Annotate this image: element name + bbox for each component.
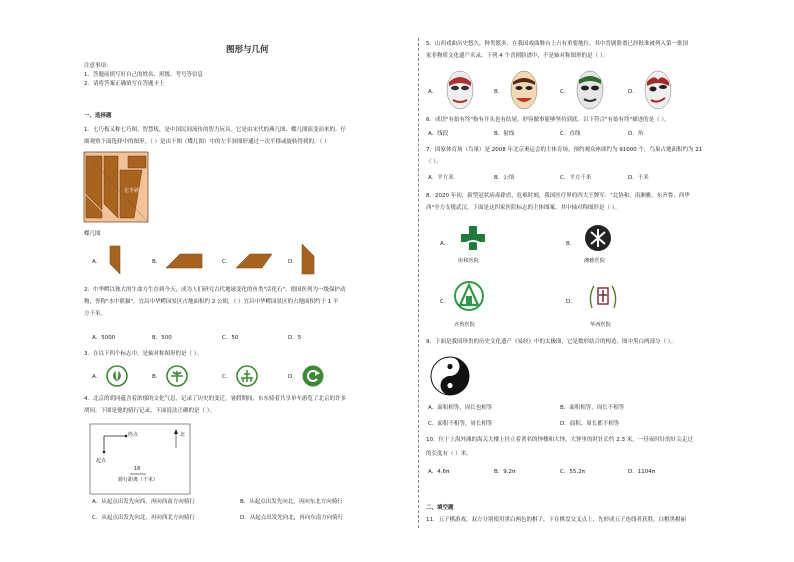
union-hospital-logo-icon	[458, 224, 488, 252]
option-a[interactable]: A．面积相等，周长也相等	[428, 405, 493, 411]
option-b[interactable]: B．9.2π	[494, 469, 516, 475]
note-item: 1．答题前填写好自己的姓名、班级、考号等信息	[84, 72, 204, 78]
question-text: 的长度有（ ）米。	[426, 451, 472, 457]
option-d[interactable]: D．从起点出发先向北，再向东南方向骑行	[240, 515, 344, 521]
green-food-logo-icon	[166, 365, 188, 387]
option-a[interactable]: A．线段	[428, 131, 449, 137]
option-a[interactable]: A．从起点出发先向西，再向西南方向骑行	[92, 499, 195, 505]
option-d[interactable]: D．1104π	[628, 469, 656, 475]
forest-logo-icon	[236, 365, 258, 387]
logo-caption: 齐鲁医院	[454, 322, 475, 328]
option-a[interactable]: A．4.6π	[428, 469, 450, 475]
option-d[interactable]: D．	[288, 374, 298, 380]
question-text: 5．山西戏曲历史悠久，种类繁多，在我国戏曲舞台上占有重要地位。其中晋剧脸谱已经批准被列入第一批国	[426, 41, 689, 47]
question-text: 1．七巧板又称七巧图、智慧板，是中国民间流传的智力玩具。它是由宋代的燕几图、蝶几图演变而来的。仔	[84, 127, 347, 133]
question-text: 西"全力支援武汉。下面是这四家医院标志的主体图案，其中轴对称图形是（ ）。	[426, 205, 621, 211]
logo-caption: 协和医院	[458, 258, 479, 264]
option-c[interactable]: C．面积不相等，周长相等	[428, 421, 493, 427]
opera-mask-d-icon	[644, 70, 672, 110]
question-text: 4．北京的胡同蕴含着浓郁的文化气息，记录了历史的变迁。暑假期间，东东骑着共享单车游览了北京的许多	[84, 396, 347, 402]
question-text: 11．五子棋游戏，双方分别使用黑白两色的棋子，下在棋盘交叉点上，先形成五子连线者获胜。白棋黑棋丽	[426, 517, 687, 523]
question-text: 8．2020 年初，新型冠状病毒肆虐，危难时刻，我国医疗界的四大王牌军："北协和、南湘雅、东齐鲁、西华	[426, 193, 690, 199]
option-c[interactable]: C．从起点出发先向北，再向西北方向骑行	[92, 515, 195, 521]
map-end-label: 终点	[128, 432, 139, 438]
option-a[interactable]: A．	[428, 89, 438, 95]
qilu-hospital-logo-icon	[454, 280, 484, 314]
question-text: 9．下面是我国珍贵的历史文化遗产《易经》中的太极图，它是数形结合的构造。图中黑白两部分（ ）。	[426, 339, 677, 345]
option-d[interactable]: D．角	[628, 131, 644, 137]
option-c[interactable]: C．55.2π	[560, 469, 585, 475]
option-c[interactable]: C．	[440, 299, 450, 305]
map-start-label: 起点	[96, 458, 107, 464]
option-c[interactable]: C．	[222, 259, 232, 265]
note-item: 2．请将答案正确填写在答题卡上	[84, 81, 165, 87]
tangram-piece-a	[110, 246, 122, 274]
opera-mask-c-icon	[576, 70, 604, 110]
recycle-logo-icon	[106, 365, 128, 387]
map-north-label: 北	[180, 432, 186, 438]
option-c[interactable]: C．直线	[560, 131, 581, 137]
option-b[interactable]: B．公顷	[494, 175, 515, 181]
option-c[interactable]: C．50	[222, 335, 239, 341]
page-title: 图形与几何	[226, 45, 269, 55]
question-text: 胡同。下图是他的骑行记录，下面说法正确的是（ ）。	[84, 408, 216, 414]
option-c[interactable]: C．平方千米	[560, 175, 592, 181]
question-text: 2．中华鳄以独大的生命力生存到今天，成为人们研究古代地球变化的鱼类"活化石"。德国医列为一级保护动	[84, 287, 346, 293]
column-divider	[418, 38, 419, 528]
tangram-piece-b	[166, 254, 202, 268]
question-text: （ ）。	[426, 159, 442, 165]
map-distance-value: 16	[134, 466, 141, 472]
option-b[interactable]: B．从起点出发先向北，再向东北方向骑行	[240, 499, 343, 505]
map-caption: 骑行距离（千米）	[118, 477, 159, 483]
notes-header: 注意事项：	[84, 63, 112, 69]
option-c[interactable]: C．	[560, 89, 570, 95]
question-text: 6．成语"有始有终"指有开头也有结尾，形容做事能够坚持到底。以下符合"有始有终"描述的是（ ）。	[426, 117, 670, 123]
option-b[interactable]: B．	[494, 89, 504, 95]
option-a[interactable]: A．	[440, 241, 450, 247]
option-b[interactable]: B．	[566, 241, 576, 247]
logo-caption: 华西医院	[590, 322, 611, 328]
section-title: 一、选择题	[84, 113, 112, 119]
option-a[interactable]: A．	[92, 374, 102, 380]
question-text: 方千米。	[84, 311, 107, 317]
opera-mask-a-icon	[446, 70, 474, 110]
question-text: 细观察下面选择中的图形，（ ）是由下图（蝶几图）中的左半斜图形通过一次平移或旋转得到的。（ ）	[84, 139, 330, 145]
tangram-piece-c	[236, 254, 272, 268]
option-a[interactable]: A．平方米	[428, 175, 454, 181]
figure-label: 左半斜	[124, 188, 140, 194]
option-d[interactable]: D．5	[288, 335, 302, 341]
option-b[interactable]: B．	[152, 259, 162, 265]
option-a[interactable]: A．	[92, 259, 102, 265]
arrow-circle-logo-icon	[302, 365, 324, 387]
option-d[interactable]: D．千米	[628, 175, 649, 181]
question-text: 物，誉称"水中熊猫"。宜昌中华鳄园景区占地面积约 2 公顷，（ ）宜昌中华鳄园景区的占地面积约于 1 平	[84, 299, 339, 305]
question-text: 7．国家体育场（鸟巢）是 2008 年北京奥运会的主体育场，预约观众座席约为 91000 个，鸟巢占地面积约为 21	[426, 147, 703, 153]
figure-caption: 蝶几图	[84, 231, 101, 237]
xiangya-hospital-logo-icon	[584, 224, 612, 252]
option-a[interactable]: A．5000	[92, 335, 116, 341]
question-text: 家非物质文化遗产名录，下列 4 个晋剧脸谱中，不是轴对称图形的是（ ）。	[426, 53, 608, 59]
option-b[interactable]: B．面积相等，周长不相等	[560, 405, 625, 411]
option-b[interactable]: B．射线	[494, 131, 515, 137]
section-title: 二、填空题	[426, 505, 454, 511]
west-china-hospital-logo-icon	[586, 280, 620, 314]
option-d[interactable]: D．面积、周长都不相等	[560, 421, 620, 427]
taiji-symbol-icon	[430, 356, 470, 396]
option-b[interactable]: B．	[152, 374, 162, 380]
question-text: 10．位于上海外滩的海关大楼上挂立着著名的钟楼和大钟。大钟里的时针长约 2.3 米，一昼夜时针的针尖走过	[426, 437, 693, 443]
opera-mask-b-icon	[510, 70, 538, 110]
option-d[interactable]: D．	[288, 259, 298, 265]
option-d[interactable]: D．	[566, 299, 576, 305]
option-d[interactable]: D．	[628, 89, 638, 95]
logo-caption: 湘雅医院	[584, 258, 605, 264]
option-b[interactable]: B．500	[152, 335, 172, 341]
tangram-piece-d	[302, 244, 314, 274]
option-c[interactable]: C．	[222, 374, 232, 380]
question-text: 3．在以下四个标志中，是轴对称图形的是（ ）。	[84, 351, 202, 357]
